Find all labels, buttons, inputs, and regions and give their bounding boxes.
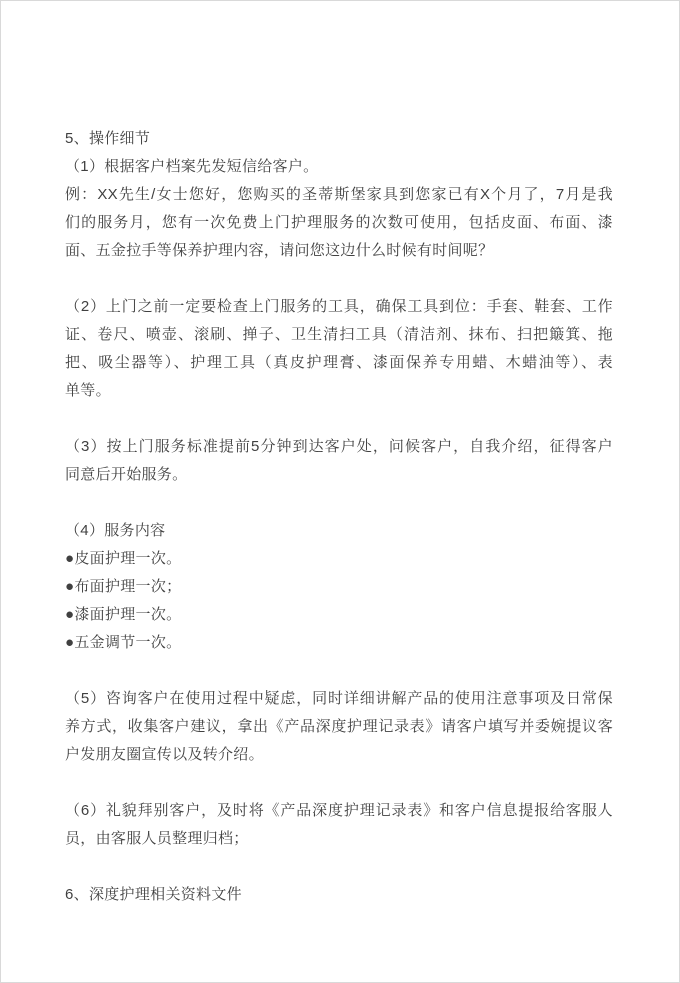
paragraph-line: （1）根据客户档案先发短信给客户。 [65, 158, 319, 175]
heading-text: （4）服务内容 [65, 522, 166, 539]
paragraph-line: 例：XX先生/女士您好，您购买的圣蒂斯堡家具到您家已有X个月了，7月是我 [65, 186, 613, 203]
heading-text: 5、操作细节 [65, 130, 151, 147]
paragraph-line: 证、卷尺、喷壶、滚刷、掸子、卫生清扫工具（清洁剂、抹布、扫把簸箕、拖 [65, 326, 613, 343]
bullet-item: ●皮面护理一次。 [65, 550, 182, 567]
paragraph-line: 面、五金拉手等保养护理内容，请问您这边什么时候有时间呢？ [65, 242, 494, 259]
section-heading-5 [65, 125, 613, 153]
item-6-paragraph [65, 797, 613, 853]
service-bullet-list [65, 545, 613, 657]
item-1-paragraph [65, 153, 613, 181]
heading-text: 6、深度护理相关资料文件 [65, 886, 242, 903]
item-2-paragraph [65, 293, 613, 405]
paragraph-line: （2）上门之前一定要检查上门服务的工具，确保工具到位：手套、鞋套、工作 [65, 298, 613, 315]
paragraph-line: 们的服务月，您有一次免费上门护理服务的次数可使用，包括皮面、布面、漆 [65, 214, 613, 231]
paragraph-line: 把、吸尘器等）、护理工具（真皮护理膏、漆面保养专用蜡、木蜡油等）、表 [65, 354, 613, 371]
paragraph-line: 户发朋友圈宣传以及转介绍。 [65, 746, 264, 763]
bullet-item: ●布面护理一次； [65, 578, 182, 595]
bullet-item: ●五金调节一次。 [65, 634, 182, 651]
item-4-heading [65, 517, 613, 545]
paragraph-line: （6）礼貌拜别客户，及时将《产品深度护理记录表》和客户信息提报给客服人 [65, 802, 613, 819]
bullet-item: ●漆面护理一次。 [65, 606, 182, 623]
paragraph-line: （3）按上门服务标准提前5分钟到达客户处，问候客户，自我介绍，征得客户 [65, 438, 613, 455]
section-heading-6 [65, 881, 613, 909]
item-3-paragraph [65, 433, 613, 489]
paragraph-line: 单等。 [65, 382, 111, 399]
sms-example-paragraph [65, 181, 613, 265]
paragraph-line: 同意后开始服务。 [65, 466, 188, 483]
document-body [65, 125, 613, 909]
item-5-paragraph [65, 685, 613, 769]
paragraph-line: （5）咨询客户在使用过程中疑虑，同时详细讲解产品的使用注意事项及日常保 [65, 690, 613, 707]
paragraph-line: 员，由客服人员整理归档； [65, 830, 249, 847]
paragraph-line: 养方式，收集客户建议，拿出《产品深度护理记录表》请客户填写并委婉提议客 [65, 718, 613, 735]
